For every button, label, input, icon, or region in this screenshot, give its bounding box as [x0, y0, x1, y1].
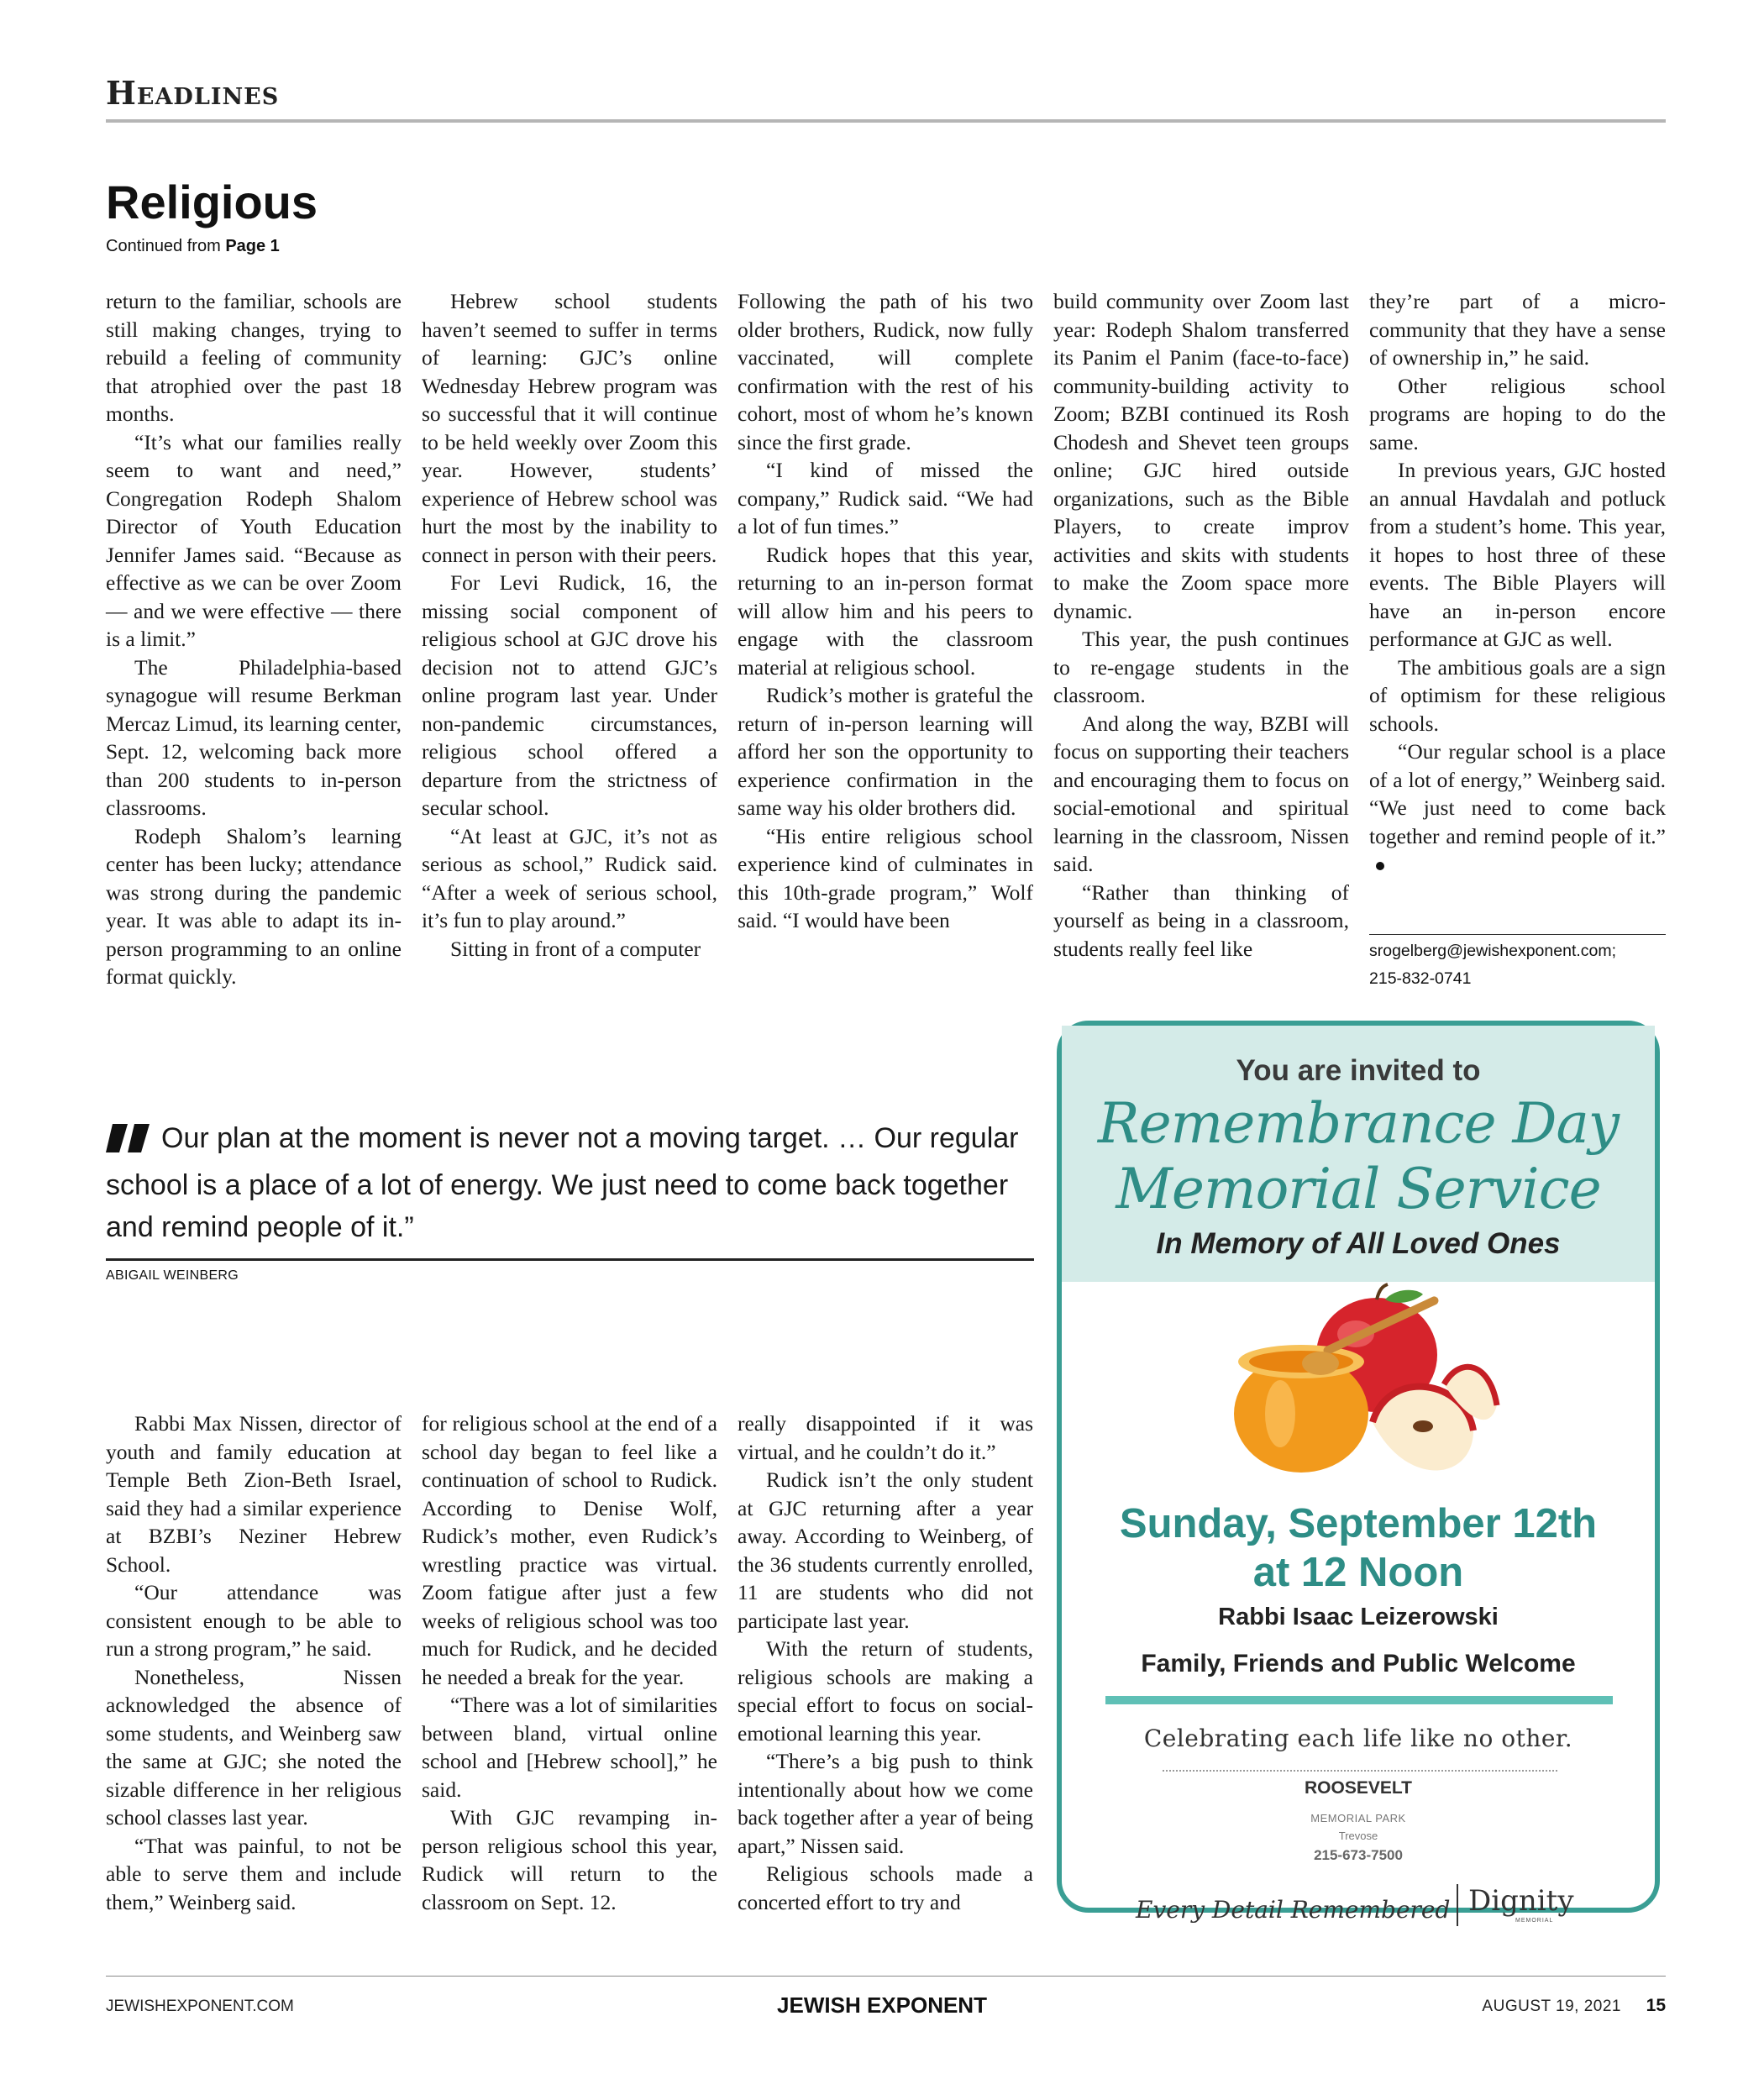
- article-paragraph: And along the way, BZBI will focus on supporting their teachers and encouraging them to focus on social-emotional and spiritual learning in the classroom, Nissen said.: [1053, 711, 1349, 876]
- article-paragraph: “At least at GJC, it’s not as serious as school,” Rudick said. “After a week of serious school, it’s fun to play around.”: [422, 823, 717, 932]
- article-paragraph: Other religious school programs are hoping to do the same.: [1369, 373, 1666, 454]
- article-paragraph: Rudick’s mother is grateful the return of in-person learning will afford her son the opportunity to experience confirmation in the same way his older brothers did.: [738, 683, 1033, 820]
- article-paragraph: The Philadelphia-based synagogue will resume Berkman Mercaz Limud, its learning center, Sept. 12, welcoming back more than 200 students to in-person classrooms.: [106, 654, 402, 820]
- article-column-bottom-3: [738, 1410, 1033, 1918]
- continued-page-link[interactable]: Page 1: [225, 237, 280, 255]
- quote-mark-icon: [106, 1122, 153, 1164]
- article-paragraph: “There was a lot of similarities between bland, virtual online school and [Hebrew school],” he said.: [422, 1693, 717, 1802]
- article-paragraph: “Our regular school is a place of a lot of energy,” Weinberg said. “We just need to come back together and remind people of it.”: [1369, 738, 1666, 879]
- article-column-bottom-2: [422, 1410, 717, 1918]
- article-column-top-4: [1053, 287, 1349, 997]
- pull-quote: [106, 1117, 1034, 1248]
- ad-cemetery-name: ROOSEVELT: [1305, 1778, 1412, 1798]
- ad-memory-text: In Memory of All Loved Ones: [1156, 1227, 1561, 1260]
- article-paragraph: Rabbi Max Nissen, director of youth and family education at Temple Beth Zion-Beth Israel, said they had a similar experience at BZBI’s Neziner Hebrew School.: [106, 1411, 402, 1577]
- ad-location: Trevose: [1338, 1830, 1378, 1842]
- ad-event-title-line1: Remembrance Day: [1097, 1091, 1620, 1156]
- article-paragraph: Nonetheless, Nissen acknowledged the absence of some students, and Weinberg saw the same at GJC; she noted the sizable difference in her religious school classes last year.: [106, 1664, 402, 1830]
- article-paragraph: “Our attendance was consistent enough to be able to run a strong program,” he said.: [106, 1580, 402, 1661]
- article-paragraph: For Levi Rudick, 16, the missing social component of religious school at GJC drove his decision not to attend GJC’s online program last year. Under non-pandemic circumstances, religious school offered a departure from the strictness of secular school.: [422, 570, 717, 820]
- honey-jar-icon: [1234, 1345, 1368, 1473]
- footer-publication: JEWISH EXPONENT: [777, 1992, 987, 2018]
- footer-website[interactable]: JEWISHEXPONENT.COM: [106, 1998, 294, 2015]
- article-paragraph: they’re part of a micro-community that they have a sense of ownership in,” he said.: [1369, 289, 1666, 370]
- author-contact: [1369, 937, 1672, 993]
- ad-event-title-line2: Memorial Service: [1116, 1157, 1601, 1221]
- ad-cemetery-subtitle: MEMORIAL PARK: [1310, 1812, 1406, 1824]
- article-paragraph: This year, the push continues to re-engage students in the classroom.: [1053, 627, 1349, 707]
- continued-from: [106, 237, 280, 256]
- author-phone: 215-832-0741: [1369, 969, 1472, 988]
- article-column-top-3: [738, 287, 1033, 997]
- pull-quote-text: Our plan at the moment is never not a moving target. … Our regular school is a place of a lot of energy. We just need to come back together and remind people of it.”: [106, 1122, 1019, 1243]
- article-paragraph: Rudick isn’t the only student at GJC returning after a year away. According to Weinberg, of the 36 students currently enrolled, 11 are students who did not participate last year.: [738, 1467, 1033, 1633]
- article-paragraph: for religious school at the end of a school day began to feel like a continuation of school to Rudick. According to Denise Wolf, Rudick’s mother, even Rudick’s wrestling practice was virtual. Zoom fatigue after just a few weeks of religious school was too much for Rudick, and he decided he needed a break for the year.: [422, 1411, 717, 1689]
- article-paragraph: build community over Zoom last year: Rodeph Shalom transferred its Panim el Panim (face-to-face) community-building activity to Zoom; BZBI continued its Rosh Chodesh and Shevet teen groups online; GJC hired outside organizations, such as the Bible Players, to create improv activities and skits with students to make the Zoom space more dynamic.: [1053, 289, 1349, 623]
- article-paragraph: With GJC revamping in-person religious school this year, Rudick will return to the classroom on Sept. 12.: [422, 1805, 717, 1914]
- footer-date: AUGUST 19, 2021: [1482, 1998, 1621, 2015]
- article-title: Religious: [106, 176, 318, 228]
- article-paragraph: The ambitious goals are a sign of optimism for these religious schools.: [1369, 654, 1666, 736]
- article-paragraph: Religious schools made a concerted effort to try and: [738, 1861, 1033, 1914]
- article-paragraph: “That was painful, to not be able to serve them and include them,” Weinberg said.: [106, 1833, 402, 1914]
- apple-honey-illustration: [1221, 1288, 1499, 1498]
- article-paragraph: “His entire religious school experience kind of culminates in this 10th-grade program,” Wolf said. “I would have been: [738, 823, 1033, 932]
- article-paragraph: “I kind of missed the company,” Rudick said. “We had a lot of fun times.”: [738, 458, 1033, 538]
- pull-quote-rule: [106, 1258, 1034, 1261]
- article-paragraph: Hebrew school students haven’t seemed to suffer in terms of learning: GJC’s online Wednesday Hebrew program was so successful that it will continue to be held weekly over Zoom this year. However, students’ experience of Hebrew school was hurt the most by the inability to connect in person with their peers.: [422, 289, 717, 567]
- article-paragraph: Sitting in front of a computer: [450, 936, 701, 961]
- continued-prefix: Continued from: [106, 237, 221, 255]
- ad-tagline: Every Detail Remembered: [1136, 1896, 1451, 1924]
- ad-date-line2: at 12 Noon: [1252, 1550, 1464, 1595]
- article-paragraph: “It’s what our families really seem to want and need,” Congregation Rodeph Shalom Director of Youth Education Jennifer James said. “Because as effective as we can be over Zoom — and we were effective — there is a limit.”: [106, 429, 402, 651]
- article-column-top-5: [1369, 287, 1666, 934]
- article-column-top-1: [106, 287, 402, 997]
- article-column-bottom-1: [106, 1410, 402, 1918]
- article-paragraph: really disappointed if it was virtual, and he couldn’t do it.”: [738, 1411, 1033, 1464]
- article-paragraph: Following the path of his two older brothers, Rudick, now fully vaccinated, will complete confirmation with the rest of his cohort, most of whom he’s known since the first grade.: [738, 289, 1033, 454]
- ad-slogan: Celebrating each life like no other.: [1143, 1725, 1573, 1752]
- end-of-story-icon: [1376, 862, 1384, 870]
- article-column-top-2: [422, 287, 717, 997]
- ad-phone[interactable]: 215-673-7500: [1314, 1847, 1403, 1863]
- dignity-logo: Dignity: [1468, 1884, 1574, 1918]
- ad-logo-divider: [1457, 1884, 1458, 1926]
- contact-rule: [1369, 934, 1666, 935]
- article-paragraph: “Rather than thinking of yourself as being in a classroom, students really feel like: [1053, 879, 1349, 961]
- article-paragraph: “There’s a big push to think intentionally about how we come back together after a year of being apart,” Nissen said.: [738, 1749, 1033, 1858]
- footer-page-number: 15: [1646, 1996, 1666, 2015]
- article-paragraph: return to the familiar, schools are still making changes, trying to rebuild a feeling of community that atrophied over the past 18 months.: [106, 289, 402, 426]
- ad-welcome-text: Family, Friends and Public Welcome: [1141, 1650, 1576, 1677]
- ad-officiant: Rabbi Isaac Leizerowski: [1218, 1604, 1499, 1630]
- article-paragraph: Rodeph Shalom’s learning center has been lucky; attendance was strong during the pandemic year. It was able to adapt its in-person programming to an online format quickly.: [106, 823, 402, 989]
- memorial-service-ad[interactable]: [1057, 1021, 1660, 1924]
- footer-rule: [106, 1976, 1666, 1977]
- ad-invited-text: You are invited to: [1236, 1054, 1481, 1087]
- ad-dotted-rule: [1163, 1770, 1557, 1772]
- ad-event-date: [1062, 1499, 1655, 1597]
- pull-quote-attribution: ABIGAIL WEINBERG: [106, 1268, 239, 1283]
- ad-date-line1: Sunday, September 12th: [1119, 1501, 1598, 1546]
- ad-divider-bar: [1105, 1696, 1613, 1704]
- section-heading: Headlines: [106, 74, 280, 112]
- dignity-logo-sub: MEMORIAL: [1515, 1918, 1554, 1924]
- article-paragraph: With the return of students, religious schools are making a special effort to focus on social-emotional learning this year.: [738, 1636, 1033, 1746]
- article-paragraph: Rudick hopes that this year, returning to an in-person format will allow him and his peers to engage with the classroom material at religious school.: [738, 542, 1033, 680]
- section-rule: [106, 119, 1666, 123]
- article-paragraph: In previous years, GJC hosted an annual Havdalah and potluck from a student’s home. This year, it hopes to host three of these events. The Bible Players will have an in-person encore performance at GJC as well.: [1369, 458, 1666, 651]
- author-email[interactable]: srogelberg@jewishexponent.com;: [1369, 942, 1617, 960]
